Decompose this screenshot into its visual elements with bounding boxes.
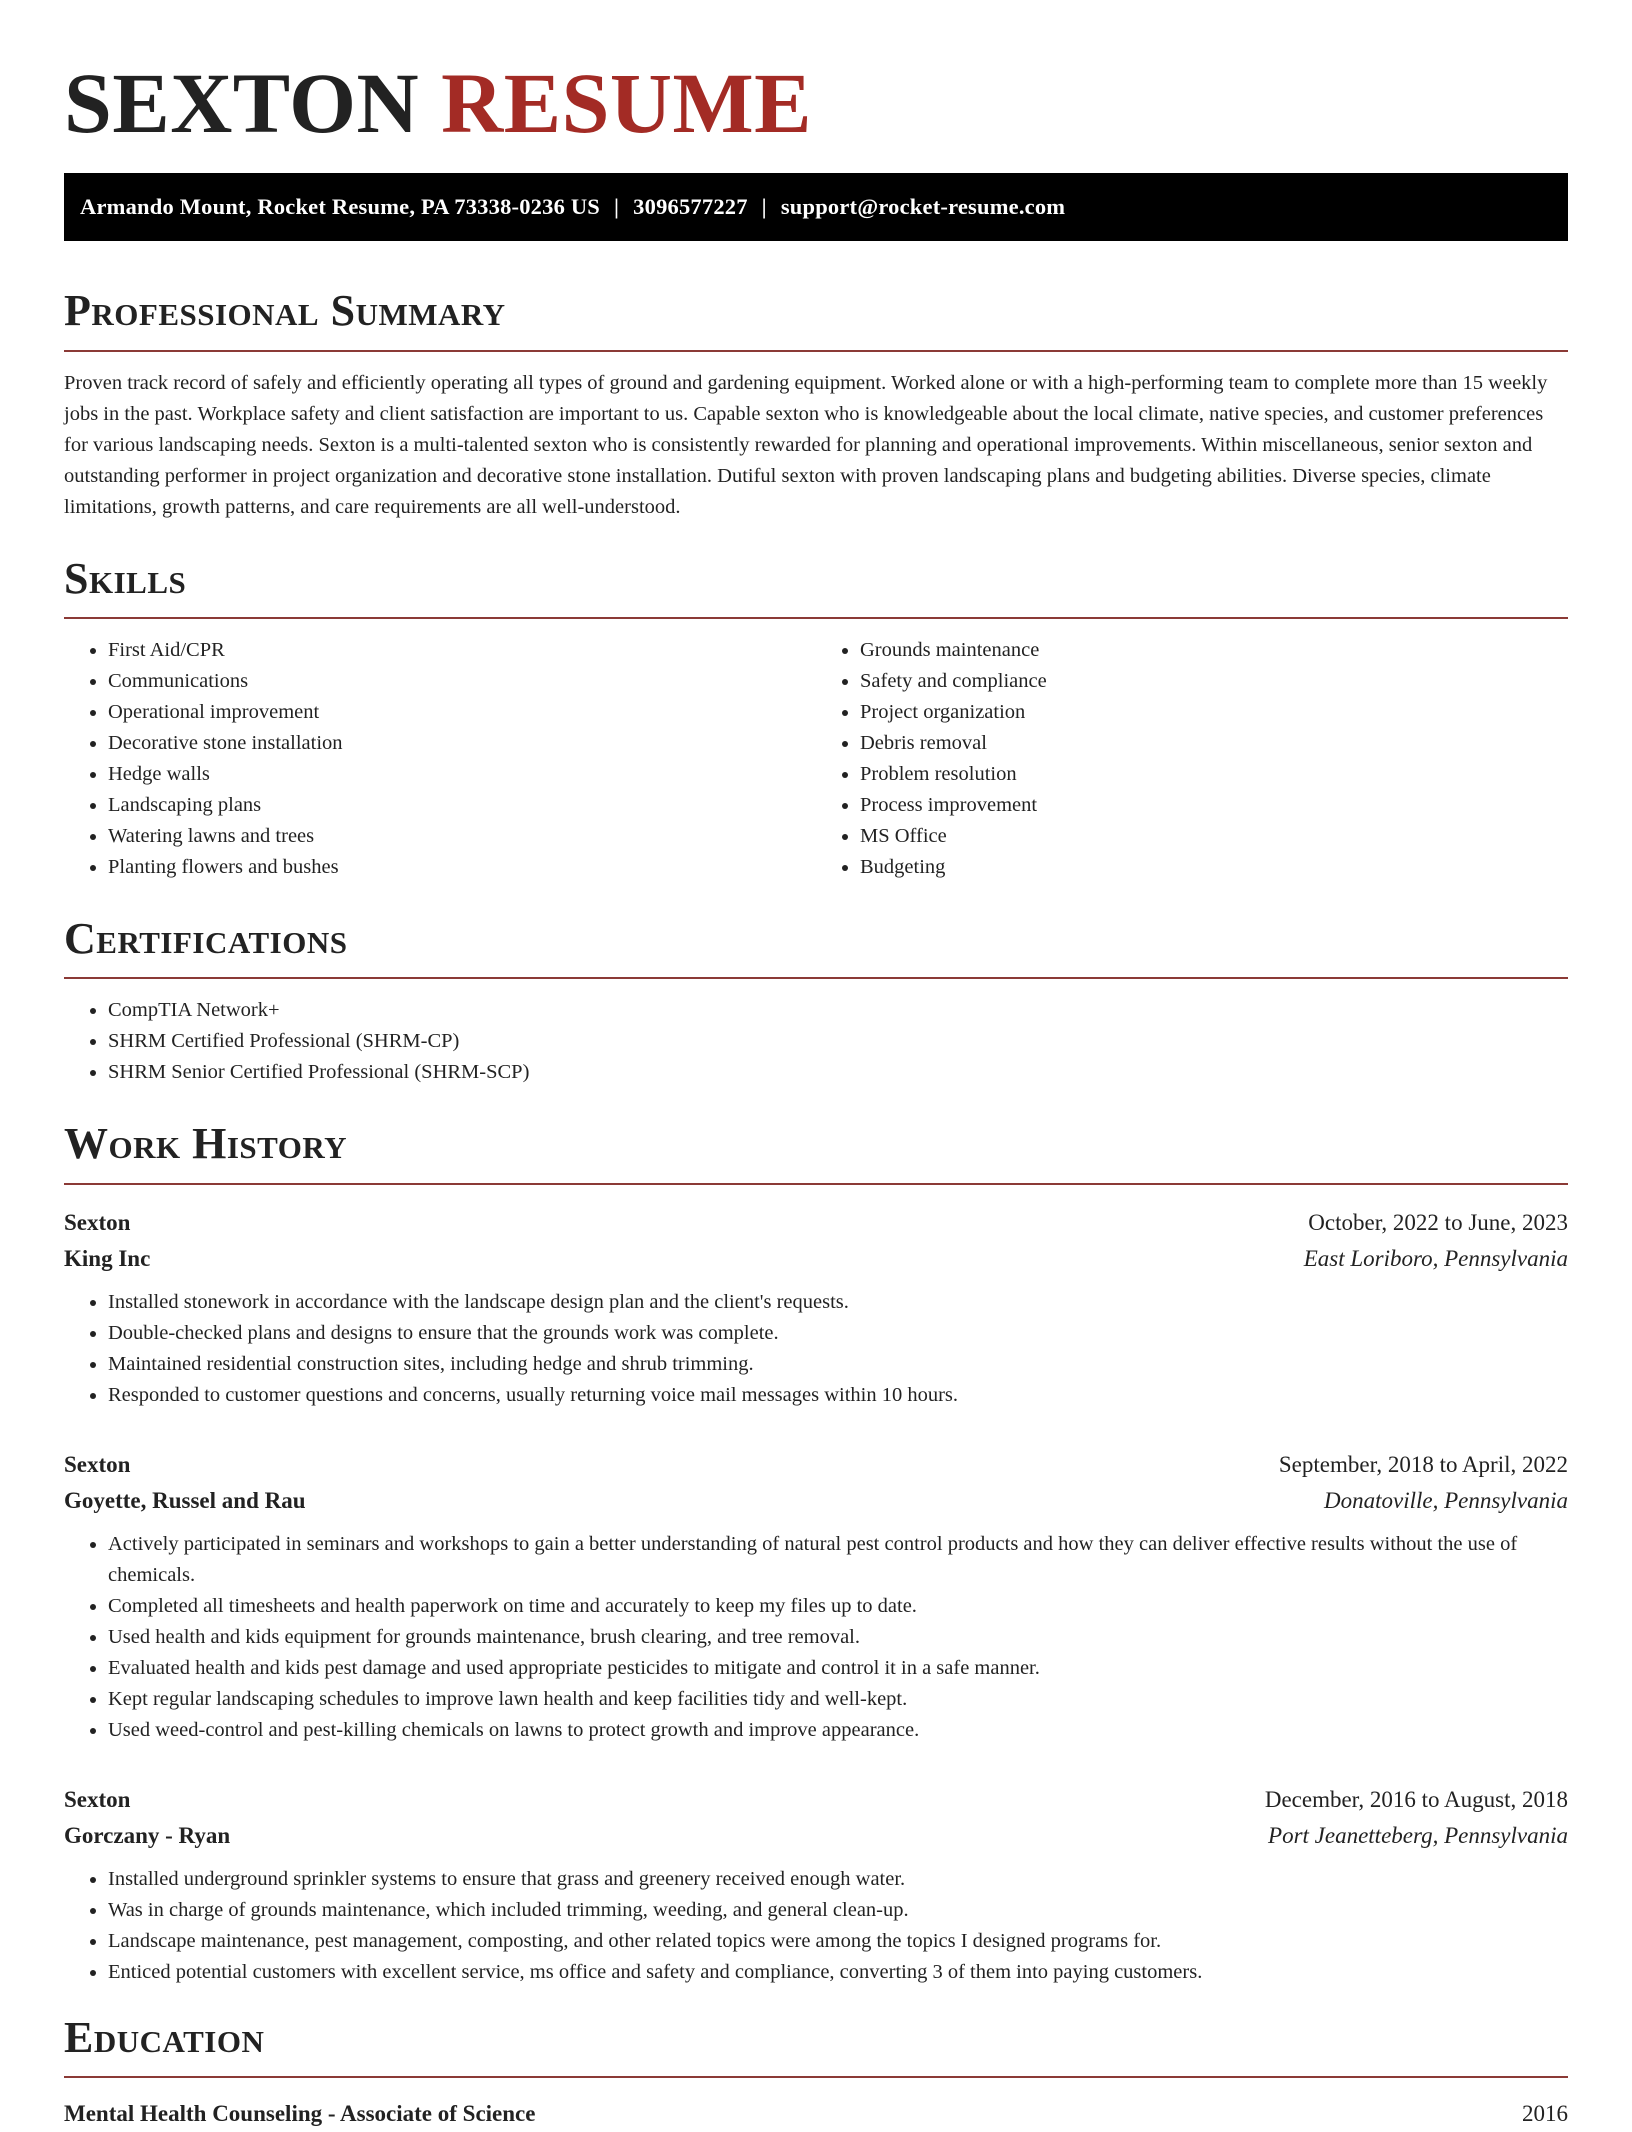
certification-item: • SHRM Senior Certified Professional (SHRM-SCP) — [108, 1057, 1568, 1088]
section-divider — [64, 617, 1568, 619]
skill-item: • Decorative stone installation — [108, 728, 816, 759]
job-duty: • Kept regular landscaping schedules to improve lawn health and keep facilities tidy and well-kept. — [108, 1684, 1568, 1715]
section-divider — [64, 977, 1568, 979]
skill-item: • Project organization — [860, 697, 1568, 728]
skills-section — [64, 555, 1568, 883]
job-duty: • Was in charge of grounds maintenance, which included trimming, weeding, and general clean-up. — [108, 1895, 1568, 1926]
job-duty: • Double-checked plans and designs to ensure that the grounds work was complete. — [108, 1318, 1568, 1349]
job-header-row — [64, 1447, 1568, 1483]
job-duties-list — [64, 1529, 1568, 1746]
job-company-row — [64, 1241, 1568, 1277]
section-heading: Skills — [64, 553, 187, 603]
job-duty: • Landscape maintenance, pest management, composting, and other related topics were among the topics I designed programs for. — [108, 1926, 1568, 1957]
job-entry — [64, 1447, 1568, 1746]
section-divider — [64, 1183, 1568, 1185]
job-duty: • Evaluated health and kids pest damage and used appropriate pesticides to mitigate and control it in a safe manner. — [108, 1653, 1568, 1684]
certifications-list — [64, 995, 1568, 1088]
contact-bar — [64, 173, 1568, 241]
job-location: Donatoville, Pennsylvania — [1324, 1487, 1568, 1513]
job-title: Sexton — [64, 1209, 131, 1235]
resume-title-word: RESUME — [441, 55, 813, 151]
skills-grid — [64, 635, 1568, 883]
section-divider — [64, 2076, 1568, 2078]
job-duty: • Maintained residential construction sites, including hedge and shrub trimming. — [108, 1349, 1568, 1380]
work-history-section — [64, 1120, 1568, 1987]
job-title: Sexton — [64, 1451, 131, 1477]
job-dates: September, 2018 to April, 2022 — [1278, 1451, 1568, 1477]
certification-item: • CompTIA Network+ — [108, 995, 1568, 1026]
job-header-row — [64, 1205, 1568, 1241]
skill-item: • Hedge walls — [108, 759, 816, 790]
contact-phone: 3096577227 — [633, 194, 748, 220]
skill-item: • MS Office — [860, 821, 1568, 852]
job-duty: • Completed all timesheets and health paperwork on time and accurately to keep my files up to date. — [108, 1591, 1568, 1622]
contact-separator: | — [614, 194, 620, 220]
certifications-section — [64, 915, 1568, 1088]
skill-item: • Communications — [108, 666, 816, 697]
skill-item: • Operational improvement — [108, 697, 816, 728]
skill-item: • Planting flowers and bushes — [108, 852, 816, 883]
job-company-row — [64, 1818, 1568, 1854]
skill-item: • Watering lawns and trees — [108, 821, 816, 852]
skill-item: • Process improvement — [860, 790, 1568, 821]
job-company: King Inc — [64, 1245, 151, 1271]
contact-separator: | — [761, 194, 767, 220]
job-company: Gorczany - Ryan — [64, 1822, 231, 1848]
job-duty: • Used weed-control and pest-killing chemicals on lawns to protect growth and improve appearance. — [108, 1715, 1568, 1746]
job-dates: October, 2022 to June, 2023 — [1308, 1209, 1568, 1235]
certification-item: • SHRM Certified Professional (SHRM-CP) — [108, 1026, 1568, 1057]
skill-item: • Landscaping plans — [108, 790, 816, 821]
job-duty: • Actively participated in seminars and workshops to gain a better understanding of natural pest control products and how they can deliver effective results without the use of chemicals. — [108, 1529, 1568, 1591]
skill-item: • Debris removal — [860, 728, 1568, 759]
job-duty: • Installed stonework in accordance with the landscape design plan and the client's requests. — [108, 1287, 1568, 1318]
job-entry — [64, 1782, 1568, 1988]
professional-summary-section — [64, 287, 1568, 522]
skill-item: • First Aid/CPR — [108, 635, 816, 666]
job-duties-list — [64, 1864, 1568, 1988]
skill-item: • Safety and compliance — [860, 666, 1568, 697]
section-heading: Education — [64, 2012, 265, 2062]
job-duty: • Used health and kids equipment for grounds maintenance, brush clearing, and tree removal. — [108, 1622, 1568, 1653]
job-location: Port Jeanetteberg, Pennsylvania — [1268, 1822, 1568, 1848]
skills-left-list — [64, 635, 816, 883]
section-heading: Certifications — [64, 913, 348, 963]
job-company-row — [64, 1483, 1568, 1519]
education-year: 2016 — [1522, 2101, 1568, 2127]
contact-address: Armando Mount, Rocket Resume, PA 73338-0236 US — [80, 194, 601, 220]
section-heading: Professional Summary — [64, 286, 506, 336]
job-location: East Loriboro, Pennsylvania — [1303, 1245, 1568, 1271]
section-heading: Work History — [64, 1119, 348, 1169]
contact-email: support@rocket-resume.com — [780, 194, 1066, 220]
skills-right-list — [816, 635, 1568, 883]
job-title: Sexton — [64, 1786, 131, 1812]
job-company: Goyette, Russel and Rau — [64, 1487, 306, 1513]
job-duties-list — [64, 1287, 1568, 1411]
resume-name: SEXTON — [64, 55, 420, 151]
job-duty: • Installed underground sprinkler systems to ensure that grass and greenery received enough water. — [108, 1864, 1568, 1895]
resume-title — [64, 52, 1568, 155]
summary-text: Proven track record of safely and efficiently operating all types of ground and gardening equipment. Worked alone or with a high-performing team to complete more than 15 weekly jobs in the past. Workplace safety and client satisfaction are important to us. Capable sexton who is knowledgeable about the local climate, native species, and customer preferences for various landscaping needs. Sexton is a multi-talented sexton who is consistently rewarded for planning and operational improvements. Within miscellaneous, senior sexton and outstanding performer in project organization and decorative stone installation. Dutiful sexton with proven landscaping plans and budgeting abilities. Diverse species, climate limitations, growth patterns, and care requirements are all well-understood. — [64, 371, 1548, 518]
skill-item: • Grounds maintenance — [860, 635, 1568, 666]
education-section — [64, 2014, 1568, 2132]
education-entry — [64, 2096, 1568, 2132]
education-degree: Mental Health Counseling - Associate of Science — [64, 2101, 536, 2127]
skill-item: • Budgeting — [860, 852, 1568, 883]
skill-item: • Problem resolution — [860, 759, 1568, 790]
job-header-row — [64, 1782, 1568, 1818]
section-divider — [64, 350, 1568, 352]
job-duty: • Responded to customer questions and concerns, usually returning voice mail messages within 10 hours. — [108, 1380, 1568, 1411]
job-duty: • Enticed potential customers with excellent service, ms office and safety and compliance, converting 3 of them into paying customers. — [108, 1957, 1568, 1988]
job-entry — [64, 1205, 1568, 1411]
job-dates: December, 2016 to August, 2018 — [1264, 1786, 1568, 1812]
